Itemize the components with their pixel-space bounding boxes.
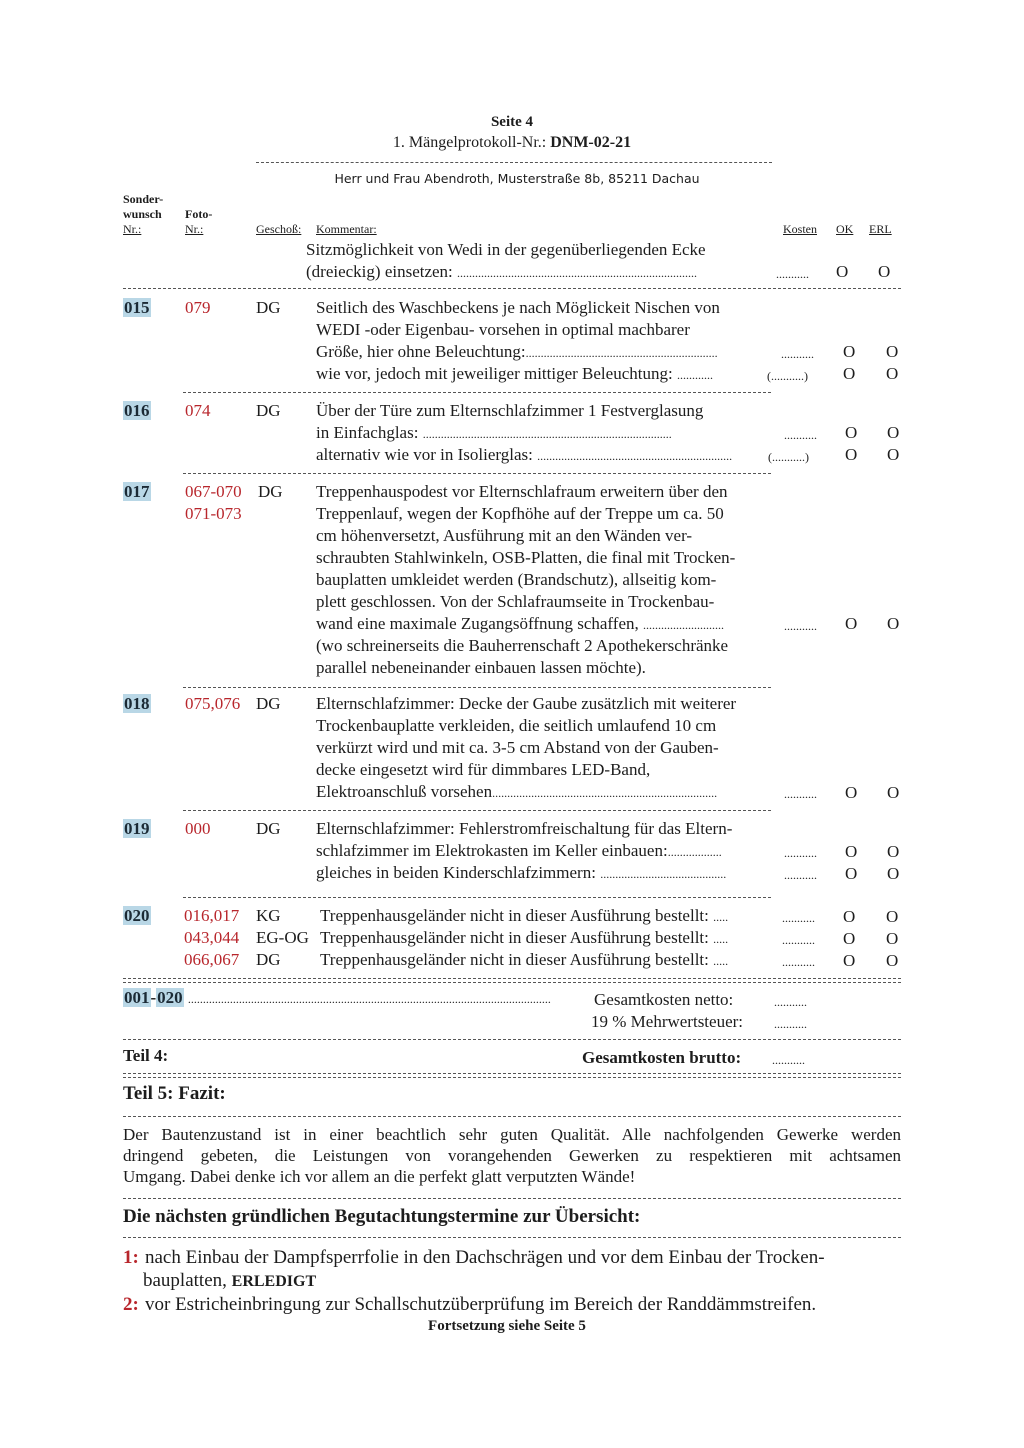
item-020-floor-1: KG xyxy=(256,906,281,925)
item-015-erl-1[interactable]: O xyxy=(886,342,899,361)
item-020-foto-2: 043,044 xyxy=(184,928,240,947)
col-kosten: Kosten xyxy=(783,222,817,236)
item-015-line-3-text: Größe, hier ohne Beleuchtung: xyxy=(316,342,526,361)
item-018-badge: 018 xyxy=(124,694,150,713)
carry-text: (dreieckig) einsetzen: xyxy=(306,262,453,281)
gross-label: Gesamtkosten brutto: xyxy=(582,1048,742,1067)
fazit-line-1: Der Bautenzustand ist in einer beachtlich sehr guten Qualität. Alle nachfolgenden Gewerke werden xyxy=(123,1125,901,1144)
item-020-line-3-dots: ..... xyxy=(713,954,729,968)
item-015-line-4 xyxy=(316,364,713,384)
item-017-line-3: cm höhenversetzt, Ausführung mit an den Wänden ver- xyxy=(316,526,693,545)
protocol-line xyxy=(0,134,1024,152)
item-018-no xyxy=(123,694,151,714)
item-016-foto: 074 xyxy=(185,401,211,420)
item-019-line-2-dots: .................. xyxy=(667,845,722,859)
item-015-kosten-2: (...........) xyxy=(767,369,808,383)
item-019-foto: 000 xyxy=(185,819,211,838)
item-018-kosten: ........... xyxy=(784,787,817,801)
col-foto xyxy=(185,207,212,237)
item-020-no xyxy=(123,906,151,926)
item-016-no xyxy=(123,401,151,421)
appt-1-status: ERLEDIGT xyxy=(231,1273,317,1290)
item-020-line-1 xyxy=(320,906,728,926)
item-020-floor-2: EG-OG xyxy=(256,928,309,947)
item-017-erl[interactable]: O xyxy=(887,614,900,633)
item-016-kosten-1: ........... xyxy=(784,428,817,442)
item-020-foto-1: 016,017 xyxy=(184,906,240,925)
item-017-line-1: Treppenhauspodest vor Elternschlafraum erweitern über den xyxy=(316,482,728,501)
item-015-no xyxy=(123,298,151,318)
item-018-line-5-dots: ........................................................................... xyxy=(492,786,718,800)
item-019-line-1: Elternschlafzimmer: Fehlerstromfreischaltung für das Eltern- xyxy=(316,819,733,838)
row-divider xyxy=(183,392,771,393)
protocol-prefix: 1. Mängelprotokoll-Nr.: xyxy=(392,134,547,151)
fazit-divider xyxy=(123,1198,901,1199)
item-016-ok-1[interactable]: O xyxy=(845,423,858,442)
item-017-line-7-text: wand eine maximale Zugangsöffnung schaffen, xyxy=(316,614,639,633)
col-foto-l1: Foto- xyxy=(185,207,213,221)
vat-value: ........... xyxy=(774,1017,807,1031)
item-017-line-7-dots: ........................... xyxy=(643,618,724,632)
col-ok: OK xyxy=(836,222,854,236)
item-017-foto-1: 067-070 xyxy=(185,482,242,501)
item-017-foto-2: 071-073 xyxy=(185,504,242,523)
item-018-floor: DG xyxy=(256,694,281,713)
item-020-kosten-3: ........... xyxy=(782,955,815,969)
item-015-line-2: WEDI -oder Eigenbau- vorsehen in optimal machbarer xyxy=(316,320,690,339)
item-017-line-4: schraubten Stahlwinkeln, OSB-Platten, die final mit Trocken- xyxy=(316,548,736,567)
row-divider xyxy=(183,687,771,688)
item-018-line-3: verkürzt wird und mit ca. 3-5 cm Abstand von der Gauben- xyxy=(316,738,719,757)
item-017-line-7 xyxy=(316,614,724,634)
item-020-floor-3: DG xyxy=(256,950,281,969)
range-start: 001 xyxy=(124,988,150,1007)
item-019-line-3-text: gleiches in beiden Kinderschlafzimmern: xyxy=(316,863,596,882)
item-020-erl-2[interactable]: O xyxy=(886,929,899,948)
part4-divider-double xyxy=(123,1077,901,1078)
item-020-ok-2[interactable]: O xyxy=(843,929,856,948)
item-016-line-3-text: alternativ wie vor in Isolierglas: xyxy=(316,445,533,464)
appt-1-number: 1: xyxy=(123,1247,139,1268)
col-foto-l2: Nr.: xyxy=(185,222,204,236)
item-019-erl-1[interactable]: O xyxy=(887,842,900,861)
item-016-badge: 016 xyxy=(124,401,150,420)
next-title: Die nächsten gründlichen Begutachtungstermine zur Übersicht: xyxy=(123,1206,641,1227)
item-017-line-9: parallel nebeneinander einbauen lassen möchte). xyxy=(316,658,646,677)
item-019-floor: DG xyxy=(256,819,281,838)
item-018-line-2: Trockenbauplatte verkleiden, die seitlich umlaufend 10 cm xyxy=(316,716,717,735)
row-divider xyxy=(123,978,901,979)
item-015-line-4-dots: ............ xyxy=(676,368,713,382)
item-016-floor: DG xyxy=(256,401,281,420)
col-sonder-l2: wunsch xyxy=(123,207,162,221)
item-017-ok[interactable]: O xyxy=(845,614,858,633)
item-020-kosten-2: ........... xyxy=(782,933,815,947)
item-020-line-2-text: Treppenhausgeländer nicht in dieser Ausführung bestellt: xyxy=(320,928,709,947)
item-016-erl-2[interactable]: O xyxy=(887,445,900,464)
carry-kosten: ........... xyxy=(776,267,809,281)
carry-erl[interactable]: O xyxy=(878,262,891,281)
part5-divider xyxy=(123,1116,901,1117)
carry-line-2 xyxy=(306,262,697,282)
col-geschoss: Geschoß: xyxy=(256,222,302,236)
item-015-ok-1[interactable]: O xyxy=(843,342,856,361)
item-020-badge: 020 xyxy=(124,906,150,925)
net-value: ........... xyxy=(774,995,807,1009)
item-017-line-5: bauplatten umkleidet werden (Brandschutz), allseitig kom- xyxy=(316,570,717,589)
continue-note: Fortsetzung siehe Seite 5 xyxy=(428,1318,586,1334)
item-017-kosten: ........... xyxy=(784,619,817,633)
fazit-line-3: Umgang. Dabei denke ich vor allem an die perfekt glatt verputzten Wände! xyxy=(123,1167,636,1186)
item-018-ok[interactable]: O xyxy=(845,783,858,802)
item-019-line-3-dots: .......................................... xyxy=(600,867,727,881)
row-divider-double xyxy=(123,982,901,983)
item-019-kosten-2: ........... xyxy=(784,868,817,882)
item-019-line-2 xyxy=(316,841,722,861)
item-016-line-3 xyxy=(316,445,732,465)
appt-1-line-2 xyxy=(143,1270,316,1292)
row-divider xyxy=(123,288,901,289)
part4-label: Teil 4: xyxy=(123,1046,169,1065)
item-019-no xyxy=(123,819,151,839)
item-017-floor: DG xyxy=(258,482,283,501)
item-017-line-8: (wo schreinerseits die Bauherrenschaft 2 Apothekerschränke xyxy=(316,636,729,655)
item-020-ok-3[interactable]: O xyxy=(843,951,856,970)
item-015-floor: DG xyxy=(256,298,281,317)
range-sep: - xyxy=(150,988,157,1007)
protocol-number: DNM-02-21 xyxy=(550,134,632,151)
item-015-line-3-dots: ................................................................ xyxy=(525,346,718,360)
item-017-line-2: Treppenlauf, wegen der Kopfhöhe auf der Treppe um ca. 50 xyxy=(316,504,724,523)
carry-dots: ................................................................................ xyxy=(457,266,698,280)
item-016-kosten-2: (...........) xyxy=(768,450,809,464)
item-020-kosten-1: ........... xyxy=(782,911,815,925)
item-019-kosten-1: ........... xyxy=(784,846,817,860)
item-017-badge: 017 xyxy=(124,482,150,501)
item-015-erl-2[interactable]: O xyxy=(886,364,899,383)
appt-2-line: vor Estricheinbringung zur Schallschutzüberprüfung im Bereich der Randdämmstreifen. xyxy=(145,1294,817,1315)
item-016-line-2-text: in Einfachglas: xyxy=(316,423,419,442)
item-016-ok-2[interactable]: O xyxy=(845,445,858,464)
part4-divider xyxy=(123,1073,901,1074)
item-016-line-2-dots: ................................................................................... xyxy=(422,427,672,441)
appt-1-text: bauplatten, xyxy=(143,1270,227,1291)
item-018-foto: 075,076 xyxy=(185,694,241,713)
carry-ok[interactable]: O xyxy=(836,262,849,281)
item-020-line-1-text: Treppenhausgeländer nicht in dieser Ausführung bestellt: xyxy=(320,906,709,925)
item-020-line-2-dots: ..... xyxy=(713,932,729,946)
client-address: Herr und Frau Abendroth, Musterstraße 8b, 85211 Dachau xyxy=(334,171,700,186)
item-019-badge: 019 xyxy=(124,819,150,838)
vat-label: 19 % Mehrwertsteuer: xyxy=(591,1012,744,1031)
fazit-line-2: dringend gebeten, die Leistungen von vorangehenden Gewerken zu respektieren mit achtsamen xyxy=(123,1146,901,1165)
item-019-ok-2[interactable]: O xyxy=(845,864,858,883)
item-015-line-4-text: wie vor, jedoch mit jeweiliger mittiger Beleuchtung: xyxy=(316,364,673,383)
col-sonder-l3: Nr.: xyxy=(123,222,142,236)
item-020-line-3 xyxy=(320,950,728,970)
item-016-line-1: Über der Türe zum Elternschlafzimmer 1 Festverglasung xyxy=(316,401,704,420)
item-017-no xyxy=(123,482,151,502)
header-divider xyxy=(256,162,772,163)
summary-range xyxy=(123,988,551,1008)
item-019-line-3 xyxy=(316,863,726,883)
page-label: Seite 4 xyxy=(490,114,534,130)
item-019-line-2-text: schlafzimmer im Elektrokasten im Keller einbauen: xyxy=(316,841,668,860)
item-015-badge: 015 xyxy=(124,298,150,317)
carry-line-1: Sitzmöglichkeit von Wedi in der gegenüberliegenden Ecke xyxy=(306,240,706,259)
item-020-line-3-text: Treppenhausgeländer nicht in dieser Ausführung bestellt: xyxy=(320,950,709,969)
col-sonderwunsch xyxy=(123,192,163,237)
row-divider xyxy=(183,897,771,898)
item-016-erl-1[interactable]: O xyxy=(887,423,900,442)
row-divider xyxy=(183,473,771,474)
item-019-ok-1[interactable]: O xyxy=(845,842,858,861)
next-divider xyxy=(123,1237,901,1238)
item-017-line-6: plett geschlossen. Von der Schlafraumseite in Trockenbau- xyxy=(316,592,715,611)
item-016-line-2 xyxy=(316,423,672,443)
item-015-kosten-1: ........... xyxy=(781,347,814,361)
col-sonder-l1: Sonder- xyxy=(123,192,164,206)
net-label: Gesamtkosten netto: xyxy=(594,990,734,1009)
item-018-line-4: decke eingesetzt wird für dimmbares LED-Band, xyxy=(316,760,651,779)
item-020-line-2 xyxy=(320,928,728,948)
summary-dots: ......................................................................................................................... xyxy=(187,992,551,1006)
item-016-line-3-dots: ................................................................. xyxy=(537,449,733,463)
part5-title: Teil 5: Fazit: xyxy=(123,1083,226,1104)
item-019-erl-2[interactable]: O xyxy=(887,864,900,883)
appt-2-number: 2: xyxy=(123,1294,139,1315)
item-015-ok-2[interactable]: O xyxy=(843,364,856,383)
item-015-line-1: Seitlich des Waschbeckens je nach Möglickeit Nischen von xyxy=(316,298,720,317)
item-018-line-1: Elternschlafzimmer: Decke der Gaube zusätzlich mit weiterer xyxy=(316,694,737,713)
row-divider xyxy=(183,810,771,811)
col-erl: ERL xyxy=(869,222,892,236)
item-018-line-5-text: Elektroanschluß vorsehen xyxy=(316,782,493,801)
col-kommentar: Kommentar: xyxy=(316,222,377,236)
item-015-foto: 079 xyxy=(185,298,211,317)
item-020-foto-3: 066,067 xyxy=(184,950,240,969)
item-020-erl-1[interactable]: O xyxy=(886,907,899,926)
item-020-ok-1[interactable]: O xyxy=(843,907,856,926)
range-end: 020 xyxy=(157,988,183,1007)
gross-value: ........... xyxy=(772,1053,805,1067)
item-020-line-1-dots: ..... xyxy=(713,910,729,924)
appt-1-line-1: nach Einbau der Dampfsperrfolie in den Dachschrägen und vor dem Einbau der Trocken- xyxy=(145,1247,825,1268)
item-015-line-3 xyxy=(316,342,718,362)
item-018-erl[interactable]: O xyxy=(887,783,900,802)
summary-divider xyxy=(123,1039,901,1040)
item-020-erl-3[interactable]: O xyxy=(886,951,899,970)
item-018-line-5 xyxy=(316,782,717,802)
